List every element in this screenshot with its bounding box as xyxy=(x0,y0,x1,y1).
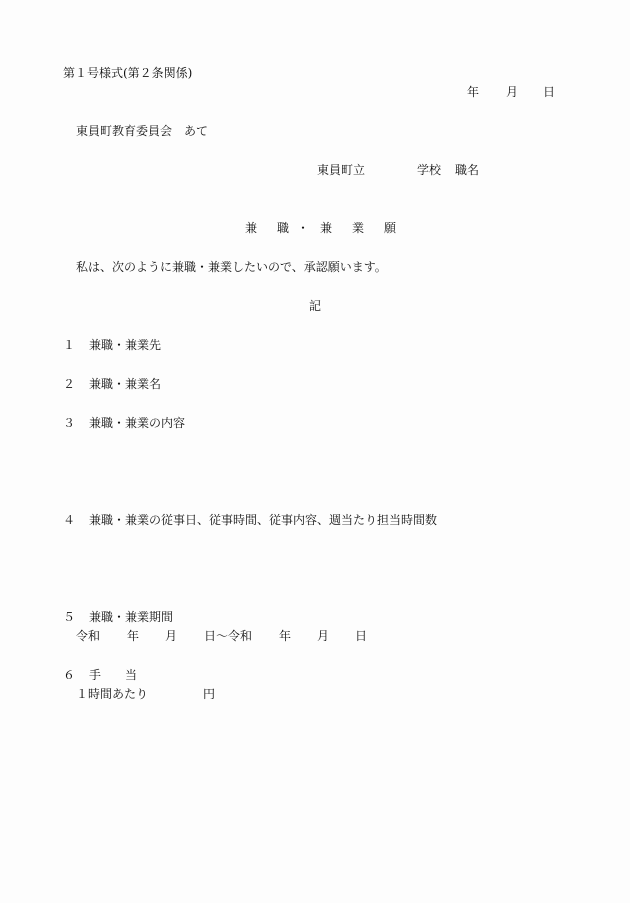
item-number: ６ xyxy=(63,668,76,682)
period-year-start: 年 xyxy=(127,629,140,643)
period-month-end: 月 xyxy=(317,629,330,643)
date-year: 年 xyxy=(467,85,480,99)
period-month-start: 月 xyxy=(165,629,178,643)
item-label: 兼職・兼業の従事日、従事時間、従事内容、週当たり担当時間数 xyxy=(89,513,438,527)
applicant-prefix: 東員町立 xyxy=(317,163,366,177)
body-text: 私は、次のように兼職・兼業したいので、承認願います。 xyxy=(76,260,387,274)
title-left: 兼 職 xyxy=(245,221,294,235)
date-day: 日 xyxy=(543,85,556,99)
item-label: 兼職・兼業の内容 xyxy=(89,416,186,430)
period-era-start: 令和 xyxy=(76,629,101,643)
period-year-end: 年 xyxy=(279,629,292,643)
title-dot: ・ xyxy=(297,221,310,235)
item-label: 手 当 xyxy=(89,668,138,682)
item-number: ２ xyxy=(63,377,76,391)
applicant-title: 職名 xyxy=(455,163,480,177)
item-label: 兼職・兼業期間 xyxy=(89,610,174,624)
item-number: ３ xyxy=(63,416,76,430)
date-month: 月 xyxy=(506,85,519,99)
period-day-start: 日～令和 xyxy=(204,629,253,643)
form-label: 第１号様式(第２条関係) xyxy=(63,66,193,80)
ki-heading: 記 xyxy=(309,299,322,313)
item-number: １ xyxy=(63,338,76,352)
applicant-school: 学校 xyxy=(417,163,442,177)
item-label: 兼職・兼業名 xyxy=(89,377,162,391)
item-number: ５ xyxy=(63,610,76,624)
period-day-end: 日 xyxy=(355,629,368,643)
allowance-yen: 円 xyxy=(203,687,216,701)
item-label: 兼職・兼業先 xyxy=(89,338,162,352)
addressee: 東員町教育委員会 あて xyxy=(76,124,209,138)
allowance-unit: １時間あたり xyxy=(76,687,149,701)
item-number: ４ xyxy=(63,513,76,527)
title-right: 兼 業 願 xyxy=(320,221,401,235)
